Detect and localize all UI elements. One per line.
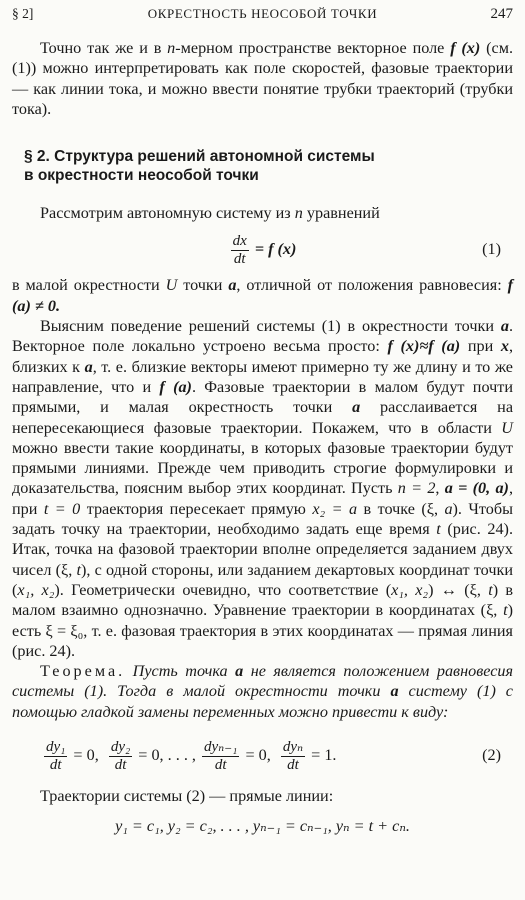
equation-2: $\frac{\text{dy₁}}{dt}$ = 0, $\frac{\text{dy₂}}{dt}$ = 0, . . . , $\frac{\text{dyₙ₋₁}}{dt}$ = 0, $\frac{\text{dyₙ}}{dt}$ = 1. (2) <box>12 732 513 778</box>
equation-1 <box>12 227 513 271</box>
fraction-dy1-dt: $\frac{\text{dy₁}}{dt}$ <box>46 738 66 773</box>
paragraph-consider-system: Рассмотрим автономную систему из n уравнений <box>40 204 380 223</box>
equation-2-label: (2) <box>482 746 501 765</box>
fraction-dyn-dt: $\frac{\text{dyₙ}}{dt}$ <box>282 738 304 773</box>
section-title <box>24 147 513 185</box>
fraction-dyn1-dt: $\frac{\text{dyₙ₋₁}}{dt}$ <box>204 738 238 773</box>
header-title: ОКРЕСТНОСТЬ НЕОСОБОЙ ТОЧКИ <box>147 6 378 21</box>
equation-1-label: (1) <box>482 240 501 259</box>
paragraph-behavior: Выясним поведение решений системы (1) в окрестности точки a. Векторное поле локально устроено весьма просто: f (x)≈f (a) при x, близких к a, т. е. близкие векторы имеют примерно ту же длину и то же направление, что и f (a). Фазовые траектории в малом будут почти прямыми, и малая окрестность точки a расслаивается на непересекающиеся фазовые траектории. Покажем, что в области U можно ввести такие координаты, в которых фазовые траектории будут прямыми линиями. Прежде чем приводить строгие формулировки и доказательства, поясним выбор этих координат. Пусть n = 2, a = (0, a), при t = 0 траектория пересекает прямую x₂ = a в точке (ξ, a). Чтобы задать точку на траектории, необходимо задать еще время t (рис. 24). Итак, точка на фазовой траектории вполне определяется заданием двух чисел (ξ, t), с одной стороны, или заданием декартовых координат точки (x₁, x₂). Геометрически очевидно, что соответствие (x₁, x₂) ↔ (ξ, t) в малом взаимно однозначно. Уравнение траектории в координатах (ξ, t) есть ξ = ξ₀, т. е. фазовая траектория в этих координатах — прямая линия (рис. 24). <box>12 317 514 660</box>
page-body <box>12 38 513 837</box>
section-title-line1: § 2. Структура решений автономной системы <box>24 148 375 166</box>
equation-3: y₁ = c₁, y₂ = c₂, . . . , yₙ₋₁ = cₙ₋₁, yₙ = t + cₙ. <box>115 817 410 836</box>
paragraph-neighborhood: в малой окрестности U точки a, отличной от положения равновесия: f (a) ≠ 0. <box>12 276 513 315</box>
header-section: § 2] <box>12 6 34 21</box>
equation-1-rhs: = f (x) <box>254 240 297 259</box>
theorem: Теорема. Пусть точка a не является положением равновесия системы (1). Тогда в малой окрестности точки a систему (1) с помощью гладкой замены переменных можно привести к виду: <box>12 662 514 721</box>
page-number: 247 <box>490 6 513 22</box>
paragraph-trajectories: Траектории системы (2) — прямые линии: <box>40 787 334 806</box>
fraction-dx-dt: $\frac{dx}{dt}$ <box>232 233 247 268</box>
fraction-dy2-dt: $\frac{\text{dy₂}}{dt}$ <box>110 738 131 773</box>
section-title-line2: в окрестности неособой точки <box>24 167 259 185</box>
running-header <box>12 6 513 28</box>
paragraph-vector-field: Точно так же и в n-мерном пространстве векторное поле f (x) (см. (1)) можно интерпретировать как поле скоростей, фазовые траектории — как линии тока, и можно ввести понятие трубки траекторий (трубки тока). <box>12 39 513 118</box>
theorem-label: Теорема. <box>40 662 126 681</box>
